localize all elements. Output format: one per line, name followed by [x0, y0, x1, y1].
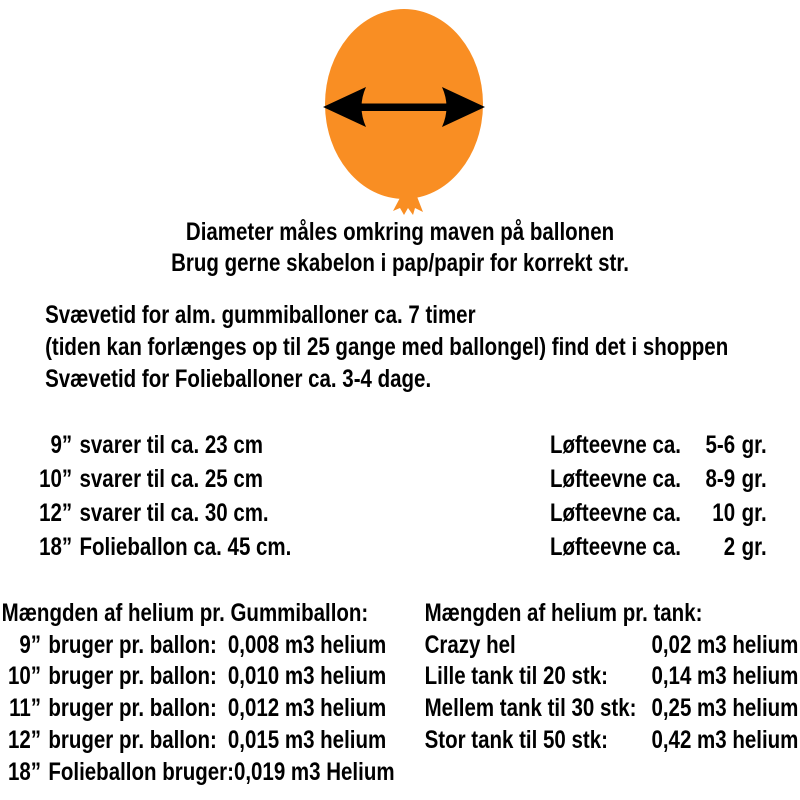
size-row: [34, 496, 291, 530]
tank-label: Lille tank til 20 stk:: [424, 662, 608, 691]
balloon-size: 18”: [7, 757, 41, 786]
size-equivalent: svarer til ca. 25 cm: [79, 465, 263, 493]
size-conversion-table: [34, 428, 291, 564]
helium-balloon-row: [2, 693, 395, 725]
diameter-caption: [0, 217, 800, 279]
lift-row: [550, 496, 767, 530]
size-equivalent: Folieballon ca. 45 cm.: [79, 533, 292, 561]
float-time-line-3: Svævetid for Folieballoner ca. 3-4 dage.: [45, 365, 432, 393]
tank-label: Mellem tank til 30 stk:: [424, 694, 637, 723]
size-row: [34, 462, 291, 496]
helium-amount: 0,019 m3 Helium: [233, 757, 395, 786]
caption-line-2: Brug gerne skabelon i pap/papir for korrekt str.: [171, 249, 629, 277]
balloon-usage-label: bruger pr. ballon:: [48, 662, 217, 691]
lift-label: Løfteevne ca.: [550, 431, 681, 459]
lift-value: 5-6: [705, 431, 736, 459]
balloon-usage-label: Folieballon bruger:: [48, 757, 234, 786]
lift-unit: gr.: [741, 465, 767, 493]
lift-capacity-table: [550, 428, 767, 564]
size-value: 9”: [50, 431, 73, 459]
helium-per-balloon-table: [2, 598, 395, 788]
helium-amount: 0,010 m3 helium: [227, 662, 387, 691]
size-value: 10”: [39, 465, 73, 493]
tank-row: [425, 693, 799, 725]
helium-balloon-row: [2, 757, 395, 789]
float-time-info: [45, 299, 728, 395]
float-time-line-2: (tiden kan forlænges op til 25 gange med ballongel) find det i shoppen: [45, 333, 729, 361]
balloon-size: 9”: [19, 630, 41, 659]
lift-unit: gr.: [741, 431, 767, 459]
balloon-usage-label: bruger pr. ballon:: [48, 694, 217, 723]
helium-amount: 0,012 m3 helium: [227, 694, 387, 723]
tank-helium-amount: 0,02 m3 helium: [651, 630, 799, 659]
lift-unit: gr.: [741, 499, 767, 527]
tank-row: [425, 661, 799, 693]
float-time-line-1: Svævetid for alm. gummiballoner ca. 7 timer: [45, 301, 476, 329]
size-equivalent: svarer til ca. 30 cm.: [79, 499, 269, 527]
balloon-size: 12”: [7, 725, 41, 754]
caption-line-1: Diameter måles omkring maven på ballonen: [185, 218, 615, 246]
helium-balloon-row: [2, 630, 395, 662]
tank-helium-amount: 0,42 m3 helium: [651, 725, 799, 754]
size-row: [34, 428, 291, 462]
size-value: 18”: [39, 533, 73, 561]
lift-row: [550, 428, 767, 462]
lift-label: Løfteevne ca.: [550, 533, 681, 561]
lift-unit: gr.: [741, 533, 767, 561]
helium-per-tank-table: [425, 598, 799, 757]
balloon-usage-label: bruger pr. ballon:: [48, 630, 217, 659]
tank-label: Crazy hel: [424, 630, 516, 659]
tank-helium-amount: 0,25 m3 helium: [651, 694, 799, 723]
size-row: [34, 530, 291, 564]
helium-per-tank-title: Mængden af helium pr. tank:: [424, 599, 703, 627]
lift-value: 10: [712, 499, 736, 527]
balloon-size: 10”: [7, 662, 41, 691]
tank-helium-amount: 0,14 m3 helium: [651, 662, 799, 691]
lift-label: Løfteevne ca.: [550, 499, 681, 527]
size-equivalent: svarer til ca. 23 cm: [79, 431, 263, 459]
lift-label: Løfteevne ca.: [550, 465, 681, 493]
lift-row: [550, 462, 767, 496]
lift-value: 2: [723, 533, 736, 561]
helium-amount: 0,008 m3 helium: [227, 630, 387, 659]
helium-balloon-row: [2, 725, 395, 757]
tank-row: [425, 725, 799, 757]
lift-row: [550, 530, 767, 564]
balloon-usage-label: bruger pr. ballon:: [48, 725, 217, 754]
helium-per-balloon-title: Mængden af helium pr. Gummiballon:: [1, 599, 369, 627]
helium-balloon-row: [2, 661, 395, 693]
balloon-size: 11”: [9, 694, 41, 723]
tank-label: Stor tank til 50 stk:: [424, 725, 608, 754]
tank-row: [425, 630, 799, 662]
lift-value: 8-9: [705, 465, 736, 493]
helium-amount: 0,015 m3 helium: [227, 725, 387, 754]
size-value: 12”: [39, 499, 73, 527]
